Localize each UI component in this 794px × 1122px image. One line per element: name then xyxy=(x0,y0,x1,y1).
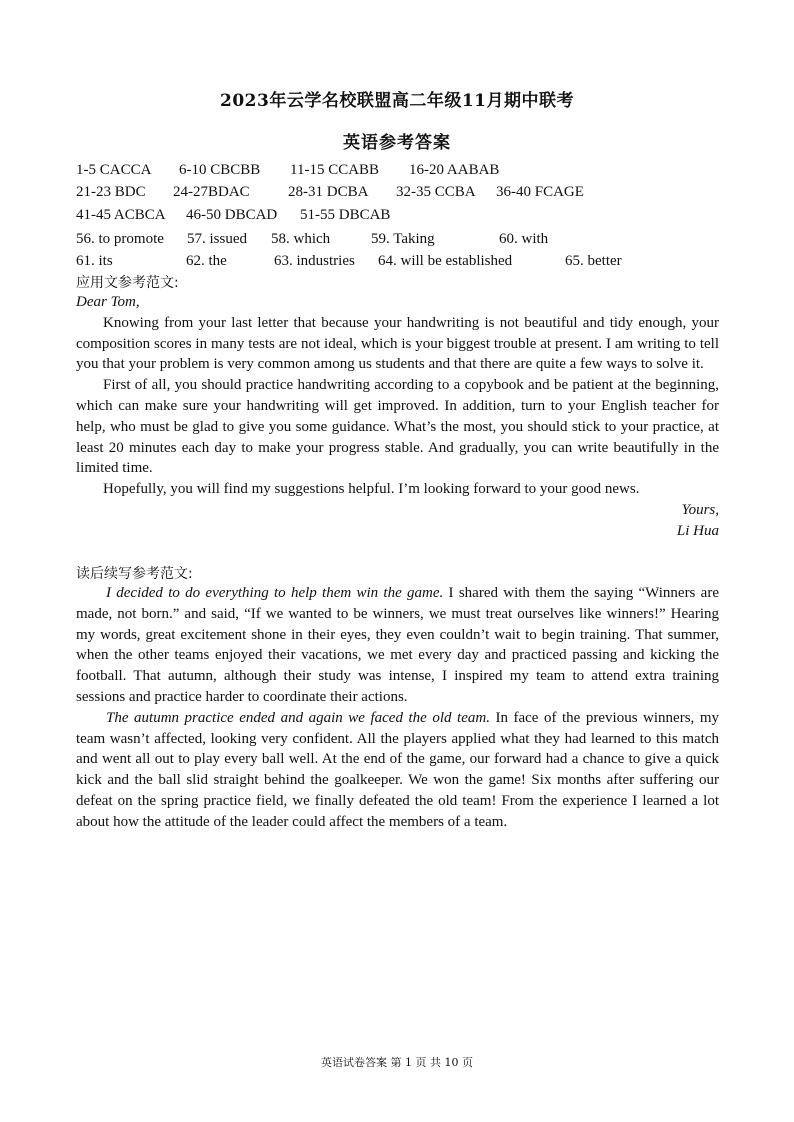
story-paragraph-2 xyxy=(76,708,719,833)
paragraph-body: I shared with them the saying “Winners are made, not born.” and said, “If we wanted to be winners, we must treat ourselves like winners!” Hearing my words, great excitement shone in their eyes, they even couldn’t wait to begin training. That summer, when the other teams enjoyed their vacations, we met every day and practiced passing and kicking the football. That autumn, although their study was intense, I inspired my team to attend extra training sessions and practice harder to coordinate their actions. xyxy=(76,585,719,705)
answer-item: 62. the xyxy=(186,253,227,269)
answer-group: 28-31 DCBA xyxy=(288,184,369,200)
paragraph-lead-sentence: I decided to do everything to help them win the game. xyxy=(106,585,444,601)
continuation-writing-text xyxy=(76,583,719,833)
answer-group: 46-50 DBCAD xyxy=(186,207,278,223)
letter-signature: Li Hua xyxy=(676,522,719,539)
paragraph-body: In face of the previous winners, my team wasn’t affected, looking very confident. All the players applied what they had learned to this match and went all out to play every ball well. At the end of the game, our forward had a chance to give a quick kick and the ball slid straight behind the goalkeeper. We won the game! Six months after suffering our defeat on the spring practice field, we finally defeated the old team! From the experience I learned a lot about how the attitude of the leader could affect the members of a team. xyxy=(76,709,719,830)
answer-item: 57. issued xyxy=(187,231,247,247)
letter-greeting: Dear Tom, xyxy=(76,294,140,310)
answer-item: 60. with xyxy=(499,231,549,247)
answer-item: 61. its xyxy=(76,253,113,269)
answer-group: 24-27BDAC xyxy=(173,184,250,200)
answer-item: 59. Taking xyxy=(371,231,435,247)
answer-group: 6-10 CBCBB xyxy=(179,162,261,178)
answer-item: 56. to promote xyxy=(76,231,164,247)
practical-writing-letter xyxy=(76,292,719,542)
letter-paragraph: Hopefully, you will find my suggestions helpful. I’m looking forward to your good news. xyxy=(103,481,640,498)
page-footer: 英语试卷答案 第 1 页 共 10 页 xyxy=(321,1056,473,1069)
story-paragraph-1 xyxy=(76,583,719,708)
answer-item: 58. which xyxy=(271,231,331,247)
answer-group: 41-45 ACBCA xyxy=(76,207,166,223)
paragraph-lead-sentence: The autumn practice ended and again we faced the old team. xyxy=(106,709,490,726)
answer-key-heading: 英语参考答案 xyxy=(343,133,451,153)
letter-closing: Yours, xyxy=(681,501,719,518)
letter-paragraph: First of all, you should practice handwriting according to a copybook and be patient at the beginning, which can make sure your handwriting will get improved. In addition, turn to your English teacher for help, who must be glad to give you some guidance. What’s the most, you should stick to your practice, at least 20 minutes each day to make your progress stable. And gradually, you can write beautifully in the limited time. xyxy=(76,377,719,477)
answer-group: 51-55 DBCAB xyxy=(300,207,391,223)
answer-group: 11-15 CCABB xyxy=(290,162,380,178)
answer-group: 32-35 CCBA xyxy=(396,184,476,200)
answer-item: 65. better xyxy=(565,253,622,269)
answer-group: 1-5 CACCA xyxy=(76,162,152,178)
answer-group: 21-23 BDC xyxy=(76,184,146,200)
answer-group: 36-40 FCAGE xyxy=(496,184,584,200)
exam-title: 2023年云学名校联盟高二年级11月期中联考 xyxy=(220,91,574,111)
answer-item: 64. will be established xyxy=(378,253,513,269)
answer-item: 63. industries xyxy=(274,253,355,269)
practical-writing-label: 应用文参考范文: xyxy=(76,275,179,291)
answer-group: 16-20 AABAB xyxy=(409,162,500,178)
letter-paragraph: Knowing from your last letter that because your handwriting is not beautiful and tidy enough, your composition scores in many tests are not ideal, which is your biggest trouble at present. I am writing to tell you that your problem is very common among us students and that there are quite a few ways to solve it. xyxy=(76,314,719,373)
continuation-writing-label: 读后续写参考范文: xyxy=(76,566,193,582)
